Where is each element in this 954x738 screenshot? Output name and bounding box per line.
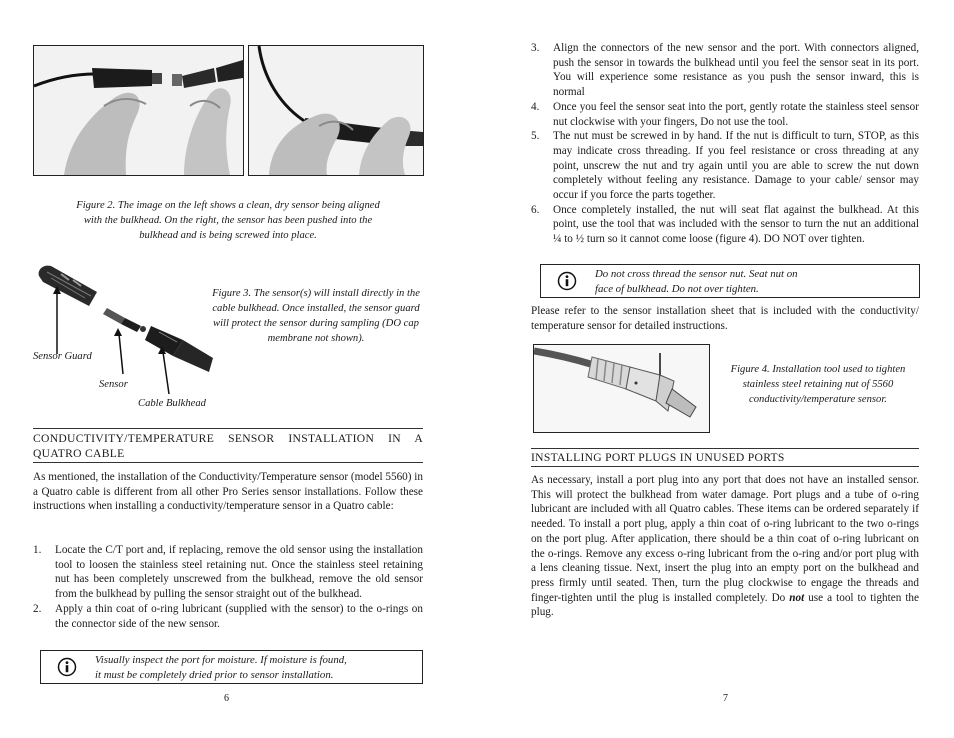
- ct-section-heading: CONDUCTIVITY/TEMPERATURE SENSOR INSTALLATION IN A QUATRO CABLE: [33, 432, 423, 460]
- step-text: Align the connectors of the new sensor and the port. With connectors aligned, push the sensor in towards the bulkhead until you feel the sensor seat in its port. You will experience some resistance as you push the sensor inward, this is normal: [553, 42, 919, 99]
- section-rule-top: [33, 428, 423, 429]
- hands-aligning-sensor-image: [34, 46, 243, 175]
- cable-bulkhead-label: Cable Bulkhead: [138, 398, 206, 409]
- list-item: [531, 100, 919, 129]
- figure4-photo: [533, 344, 710, 433]
- list-item: [33, 543, 423, 602]
- refer-paragraph: Please refer to the sensor installation sheet that is included with the conductivity/ temperature sensor for detailed instructions.: [531, 305, 919, 332]
- figure4-caption: Figure 4. Installation tool used to tighten stainless steel retaining nut of 5560 conductivity/temperature sensor.: [730, 364, 906, 405]
- port-plug-rule-bottom: [531, 466, 919, 467]
- figure3-caption: Figure 3. The sensor(s) will install directly in the cable bulkhead. Once installed, the sensor guard will protect the sensor during sampling (DO cap membrane not shown).: [212, 288, 420, 344]
- list-item: [531, 41, 919, 100]
- port-plug-heading: INSTALLING PORT PLUGS IN UNUSED PORTS: [531, 451, 785, 464]
- port-plug-text-end: use a tool to tighten the plug.: [531, 591, 919, 619]
- step-number: 6.: [531, 203, 540, 216]
- step-text: The nut must be screwed in by hand. If the nut is difficult to turn, STOP, as this may indicate cross threading. If you feel resistance or cross threading at any point, unscrew the nut and try again until you are able to screw the nut down completely without feeling any resistance. Damage to your cable/ sensor may occur if you force the parts together.: [553, 130, 919, 202]
- section-rule-bottom: [33, 462, 423, 463]
- installation-tool-image: [534, 345, 709, 432]
- page-number-right: 7: [723, 693, 728, 704]
- step-number: 4.: [531, 100, 540, 113]
- step-text: Once completely installed, the nut will seat flat against the bulkhead. At this point, use the tool that was included with the sensor to turn the nut an additional ¼ to ½ turn so it cannot come loose (figure 4). DO NOT over tighten.: [553, 203, 919, 246]
- sensor-label: Sensor: [99, 379, 128, 390]
- list-item: [33, 602, 423, 631]
- ct-steps-list-left: [33, 543, 423, 631]
- sensor-guard-label: Sensor Guard: [33, 351, 92, 362]
- cross-thread-note-box: [540, 264, 920, 298]
- figure2-photo-left: [33, 45, 244, 176]
- note-line-2: face of bulkhead. Do not over tighten.: [595, 283, 759, 295]
- step-text: Locate the C/T port and, if replacing, remove the old sensor using the installation tool to loosen the stainless steel retaining nut. Once the stainless steel retaining nut has been completely unscrewed from the bulkhead, remove the old sensor from the bulkhead by pulling the sensor straight out of the bulkhead.: [55, 544, 423, 601]
- port-plug-paragraph: [531, 473, 919, 620]
- note-line-1: Do not cross thread the sensor nut. Seat nut on: [595, 268, 798, 280]
- step-number: 1.: [33, 544, 42, 556]
- figure2-caption: Figure 2. The image on the left shows a clean, dry sensor being aligned with the bulkhead. On the right, the sensor has been pushed into the bulkhead and is being screwed into place.: [76, 200, 380, 241]
- port-plug-rule-top: [531, 448, 919, 449]
- info-circle-icon: [57, 657, 77, 677]
- note-line-2: it must be completely dried prior to sensor installation.: [95, 669, 334, 681]
- note-line-1: Visually inspect the port for moisture. If moisture is found,: [95, 654, 347, 666]
- figure2-photo-right: [248, 45, 424, 176]
- step-number: 2.: [33, 602, 42, 615]
- hands-screwing-sensor-image: [249, 46, 423, 175]
- moisture-note-box: [40, 650, 423, 684]
- emphasis-not: not: [789, 591, 805, 604]
- ct-intro-paragraph: As mentioned, the installation of the Conductivity/Temperature sensor (model 5560) in a Quatro cable is different from all other Pro Series sensor installations. Follow these instructions when installing a conductivity/temperature sensor in a Quatro cable:: [33, 471, 423, 513]
- list-item: [531, 129, 919, 203]
- info-circle-icon: [557, 271, 577, 291]
- step-number: 3.: [531, 42, 540, 54]
- list-item: [531, 203, 919, 247]
- step-text: Apply a thin coat of o-ring lubricant (supplied with the sensor) to the o-rings on the connector side of the new sensor.: [55, 602, 423, 630]
- note-text: [595, 267, 798, 297]
- page-number-left: 6: [224, 693, 229, 704]
- port-plug-text: As necessary, install a port plug into any port that does not have an installed sensor. This will protect the bulkhead from water damage. Port plugs and a tube of o-ring lubricant are included with all Quatro cables. These items can be ordered separately if needed. To install a port plug, apply a thin coat of o-ring lubricant to the two o-rings on the port plug. After application, there should be a thin coat of o-ring lubricant on the o-rings. Remove any excess o-ring lubricant from the o-ring and/or port plug with a lens cleaning tissue. Next, insert the plug into an empty port on the bulkhead and press firmly until seated. Then, turn the plug clockwise to engage the threads and finger-tighten until the plug is installed completely. Do: [531, 474, 919, 604]
- ct-steps-list-right: [531, 41, 919, 247]
- note-text: [95, 653, 347, 683]
- step-text: Once you feel the sensor seat into the port, gently rotate the stainless steel sensor nut clockwise with your fingers, Do not use the tool.: [553, 100, 919, 128]
- step-number: 5.: [531, 130, 540, 143]
